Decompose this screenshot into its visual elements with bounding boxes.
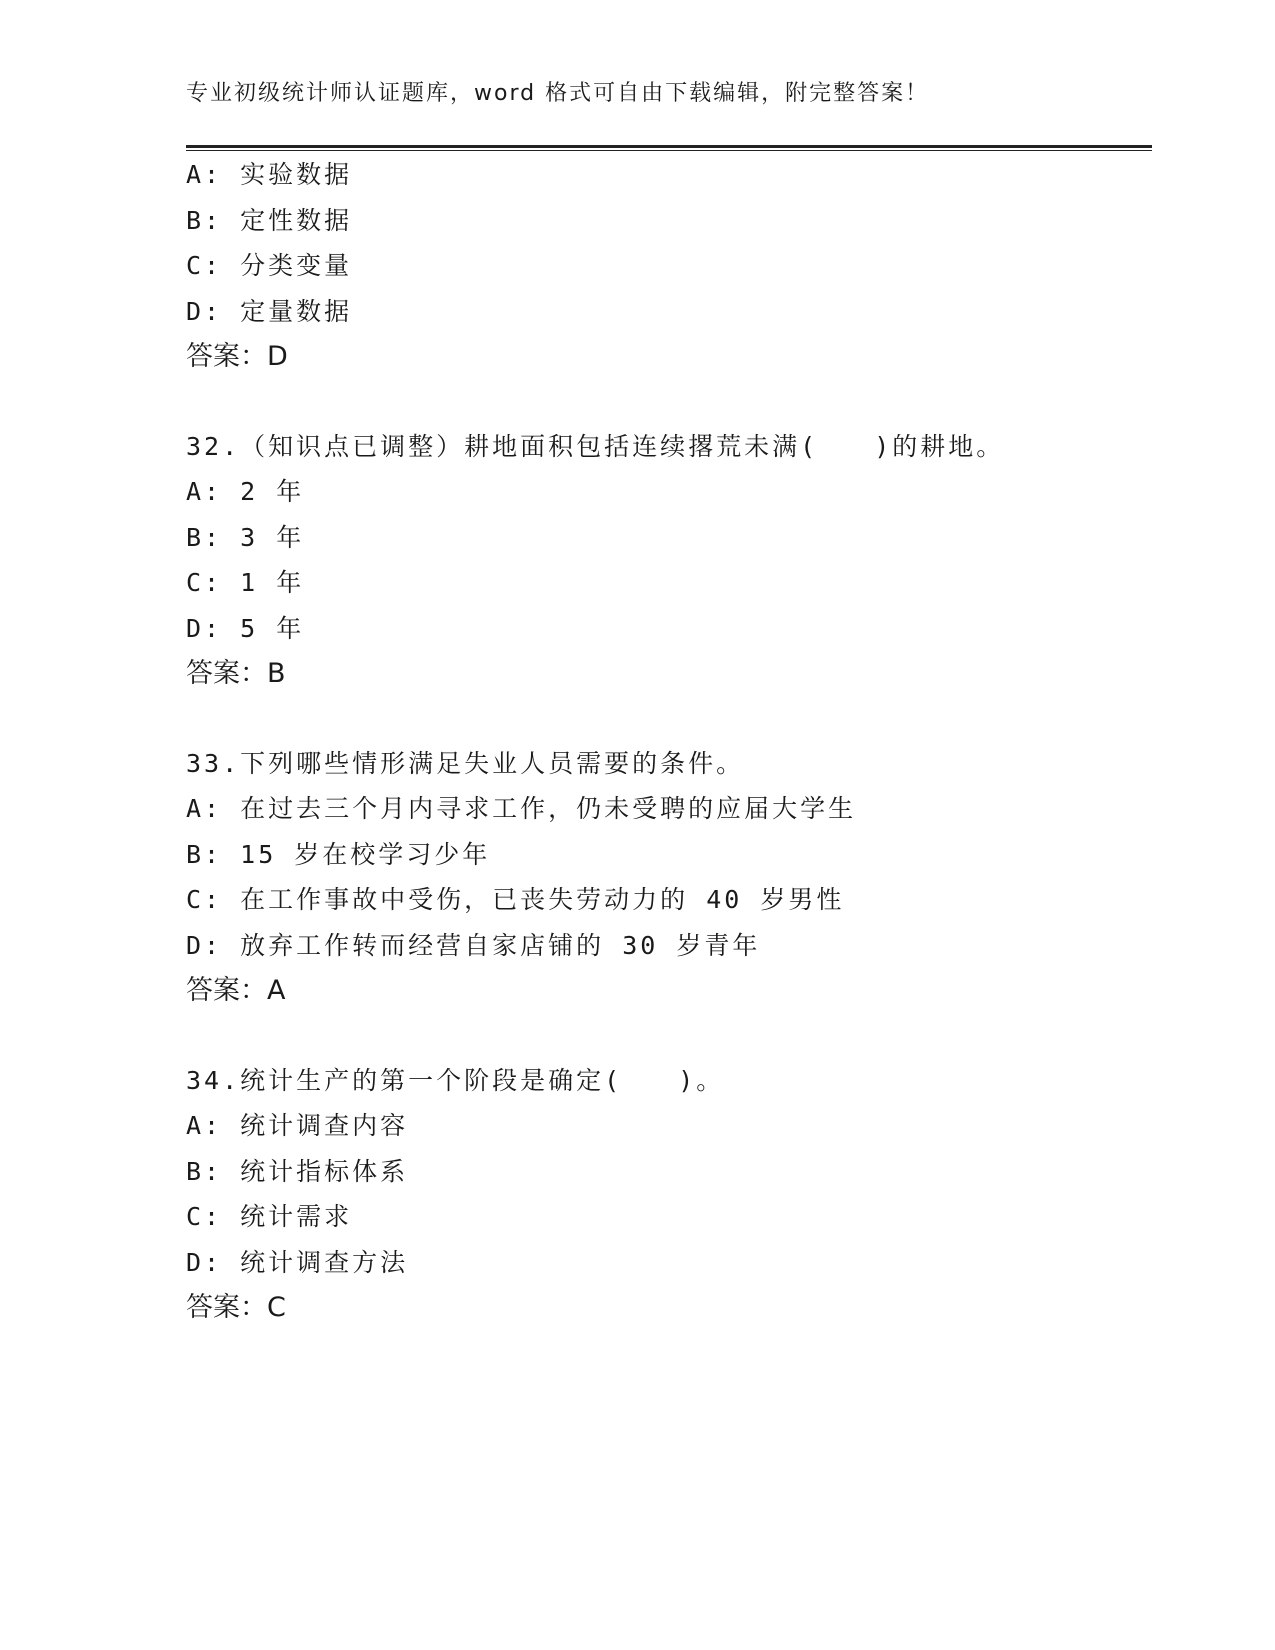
option-b: B: 定性数据 xyxy=(186,205,353,235)
page-header: 专业初级统计师认证题库，word 格式可自由下载编辑，附完整答案！ xyxy=(186,81,930,106)
option-d: D: 5 年 xyxy=(186,613,305,643)
option-b: B: 15 岁在校学习少年 xyxy=(186,839,491,869)
question-32 xyxy=(186,424,1152,697)
question-list xyxy=(186,152,1152,1375)
header-rule-thin xyxy=(186,150,1152,151)
option-a: A: 实验数据 xyxy=(186,160,353,189)
option-b: B: 3 年 xyxy=(186,522,305,552)
question-title: 33.下列哪些情形满足失业人员需要的条件。 xyxy=(186,748,745,778)
option-a: A: 在过去三个月内寻求工作，仍未受聘的应届大学生 xyxy=(186,794,857,823)
question-33 xyxy=(186,741,1152,1014)
option-c: C: 在工作事故中受伤，已丧失劳动力的 40 岁男性 xyxy=(186,885,845,914)
question-34 xyxy=(186,1058,1152,1331)
answer-line: 答案：C xyxy=(186,1292,286,1323)
answer-line: 答案：A xyxy=(186,975,286,1006)
question-31-continued xyxy=(186,152,1152,380)
option-c: C: 分类变量 xyxy=(186,251,353,280)
answer-line: 答案：B xyxy=(186,658,286,689)
option-a: A: 2 年 xyxy=(186,477,305,506)
option-d: D: 定量数据 xyxy=(186,296,353,326)
option-c: C: 统计需求 xyxy=(186,1202,353,1231)
question-title: 34.统计生产的第一个阶段是确定( )。 xyxy=(186,1065,725,1095)
answer-line: 答案：D xyxy=(186,341,288,372)
option-b: B: 统计指标体系 xyxy=(186,1156,409,1186)
option-d: D: 放弃工作转而经营自家店铺的 30 岁青年 xyxy=(186,930,761,960)
option-c: C: 1 年 xyxy=(186,568,305,597)
question-title: 32.（知识点已调整）耕地面积包括连续撂荒未满( )的耕地。 xyxy=(186,431,1005,461)
option-d: D: 统计调查方法 xyxy=(186,1247,409,1277)
header-rule-thick xyxy=(186,145,1152,148)
option-a: A: 统计调查内容 xyxy=(186,1111,409,1140)
